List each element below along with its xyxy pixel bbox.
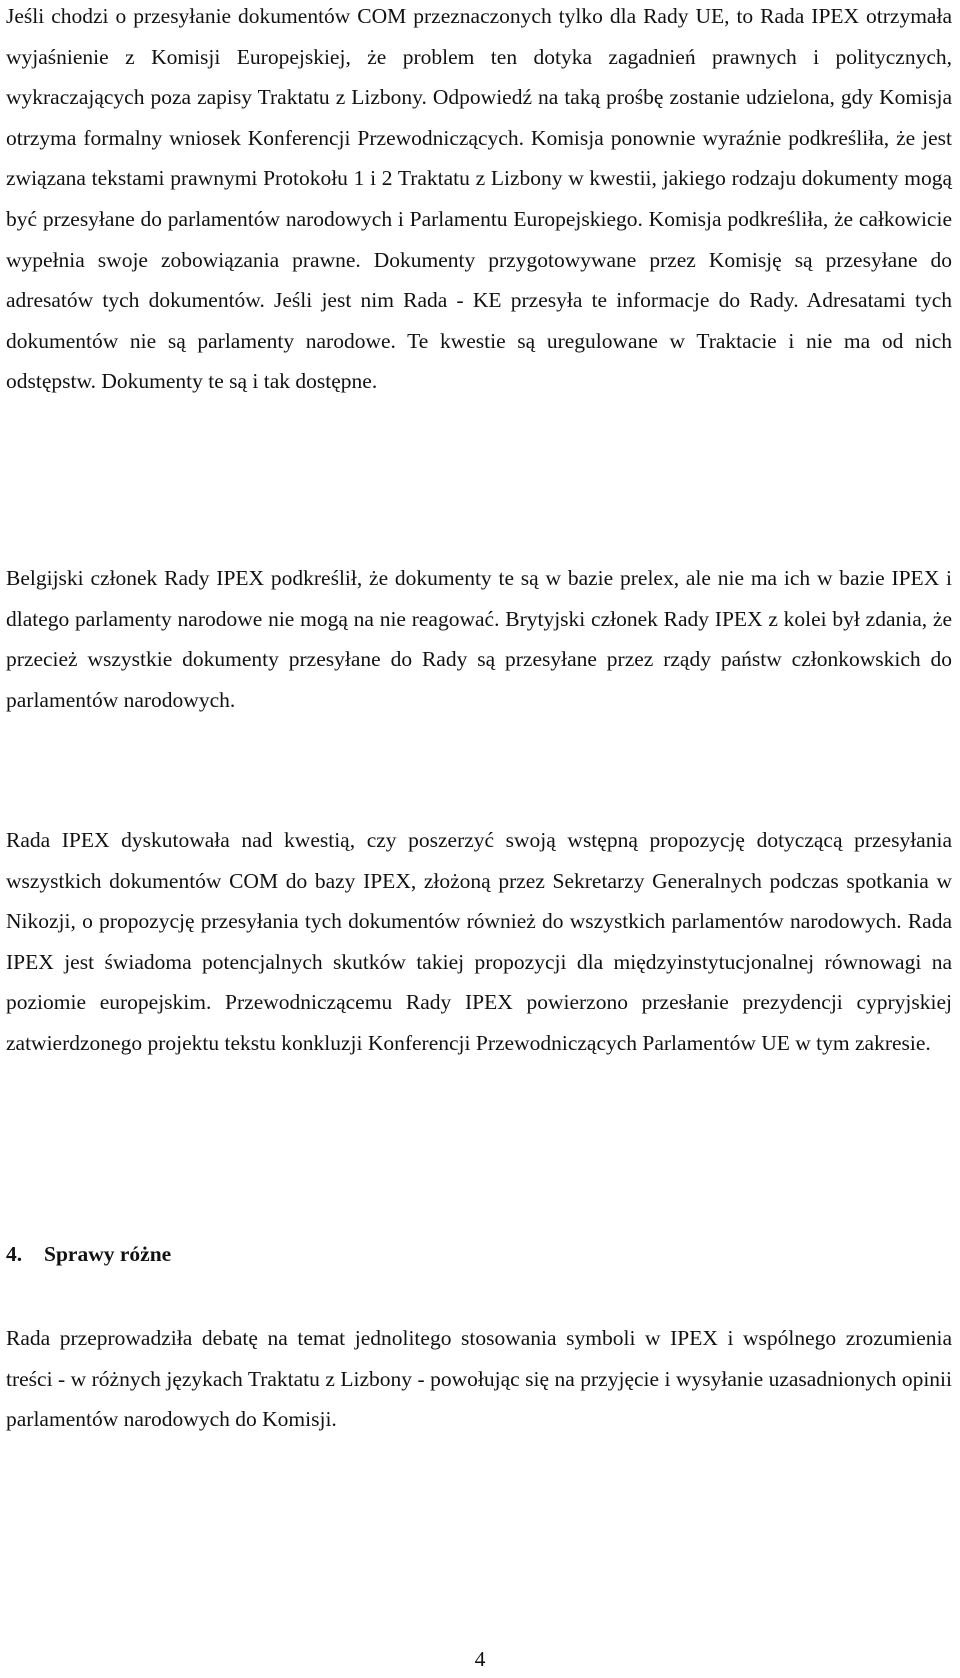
section-number: 4. (6, 1242, 23, 1266)
paragraph-ipex-discussion: Rada IPEX dyskutowała nad kwestią, czy poszerzyć swoją wstępną propozycję dotyczącą przesyłania wszystkich dokumentów COM do bazy IPEX, złożoną przez Sekretarzy Generalnych podczas spotkania w Nikozji, o propozycję przesyłania tych dokumentów również do wszystkich parlamentów narodowych. Rada IPEX jest świadoma potencjalnych skutków takiej propozycji dla międzyinstytucjonalnej równowagi na poziomie europejskim. Przewodniczącemu Rady IPEX powierzono przesłanie prezydencji cypryjskiej zatwierdzonego projektu tekstu konkluzji Konferencji Przewodniczących Parlamentów UE w tym zakresie. (6, 828, 952, 1055)
paragraph-misc-matters: Rada przeprowadziła debatę na temat jednolitego stosowania symboli w IPEX i wspólnego zrozumienia treści - w różnych językach Traktatu z Lizbony - powołując się na przyjęcie i wysyłanie uzasadnionych opinii parlamentów narodowych do Komisji. (6, 1326, 952, 1432)
paragraph-belgian-member: Belgijski członek Rady IPEX podkreślił, że dokumenty te są w bazie prelex, ale nie ma ich w bazie IPEX i dlatego parlamenty narodowe nie mogą na nie reagować. Brytyjski członek Rady IPEX z kolei był zdania, że przecież wszystkie dokumenty przesyłane do Rady są przesyłane przez rządy państw członkowskich do parlamentów narodowych. (6, 566, 952, 712)
section-title: Sprawy różne (44, 1242, 172, 1266)
page-number: 4 (474, 1647, 486, 1671)
section-heading (6, 1234, 171, 1274)
paragraph-com-documents: Jeśli chodzi o przesyłanie dokumentów COM przeznaczonych tylko dla Rady UE, to Rada IPEX otrzymała wyjaśnienie z Komisji Europejskiej, że problem ten dotyka zagadnień prawnych i politycznych, wykraczających poza zapisy Traktatu z Lizbony. Odpowiedź na taką prośbę zostanie udzielona, gdy Komisja otrzyma formalny wniosek Konferencji Przewodniczących. Komisja ponownie wyraźnie podkreśliła, że jest związana tekstami prawnymi Protokołu 1 i 2 Traktatu z Lizbony w kwestii, jakiego rodzaju dokumenty mogą być przesyłane do parlamentów narodowych i Parlamentu Europejskiego. Komisja podkreśliła, że całkowicie wypełnia swoje zobowiązania prawne. Dokumenty przygotowywane przez Komisję są przesyłane do adresatów tych dokumentów. Jeśli jest nim Rada - KE przesyła te informacje do Rady. Adresatami tych dokumentów nie są parlamenty narodowe. Te kwestie są uregulowane w Traktacie i nie ma od nich odstępstw. Dokumenty te są i tak dostępne. (6, 4, 952, 394)
